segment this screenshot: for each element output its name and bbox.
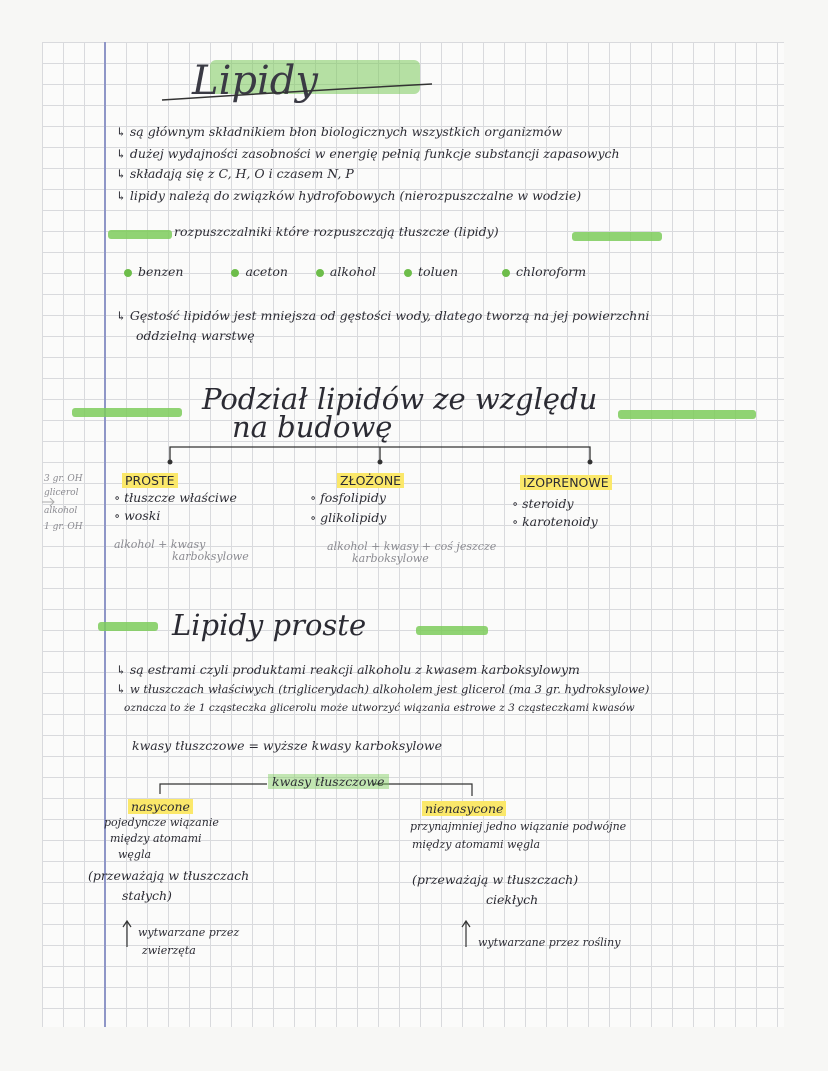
page-title: Lipidy (192, 58, 318, 104)
arrow-icon: ↳ (116, 309, 130, 323)
side-note-2: glicerol (44, 488, 79, 498)
arrow-icon: ↳ (116, 682, 130, 696)
side-note-4: 1 gr. OH (44, 522, 83, 532)
saturated-desc-2: między atomami (110, 832, 202, 845)
unsaturated-label (422, 798, 506, 817)
division-title-2: na budowę (232, 410, 393, 444)
simple-line-2 (116, 682, 649, 696)
intro-text-4: lipidy należą do związków hydrofobowych (nierozpuszczalne w wodzie) (129, 188, 582, 203)
simple-line-1 (116, 662, 580, 677)
division-title-1: Podział lipidów ze względu (202, 382, 598, 416)
density-line-2: oddzielną warstwę (136, 328, 255, 343)
simple-text-2: w tłuszczach właściwych (triglicerydach) alkoholem jest glicerol (ma 3 gr. hydroksylowe) (129, 682, 650, 696)
fatty-acids-text: kwasy tłuszczowe (268, 774, 389, 789)
unsaturated-text: nienasycone (422, 801, 506, 816)
izoprenowe-item-text: karotenoidy (522, 514, 598, 529)
category-proste (122, 470, 178, 489)
zlozone-item-2: ∘ glikolipidy (310, 510, 387, 525)
arrow-icon: ↳ (116, 189, 130, 203)
proste-item-text: woski (124, 508, 161, 523)
unsaturated-desc-4: ciekłych (486, 892, 539, 907)
side-note-1: 3 gr. OH (44, 474, 83, 484)
zlozone-note-1: alkohol + kwasy + coś jeszcze (327, 540, 497, 553)
unsaturated-desc-1: przynajmniej jedno wiązanie podwójne (410, 820, 627, 833)
saturated-label (128, 796, 193, 815)
intro-text-1: są głównym składnikiem błon biologicznych wszystkich organizmów (129, 124, 563, 139)
izoprenowe-item-2: ∘ karotenoidy (512, 514, 598, 529)
notebook-page (42, 42, 784, 1027)
simple-highlight-right (416, 626, 488, 635)
density-text-1: Gęstość lipidów jest mniejsza od gęstości wody, dlatego tworzą na jej powierzchni (129, 308, 650, 323)
saturated-desc-5: stałych) (122, 888, 172, 903)
arrow-icon: ↳ (116, 147, 130, 161)
intro-text-2: dużej wydajności zasobności w energię pełnią funkcje substancji zapasowych (129, 146, 620, 161)
solvent-item: benzen (138, 264, 184, 279)
category-label: PROSTE (122, 473, 178, 488)
proste-item-text: tłuszcze właściwe (124, 490, 237, 505)
solvent-item: aceton (245, 264, 288, 279)
izoprenowe-item-text: steroidy (522, 496, 574, 511)
zlozone-item-text: fosfolipidy (320, 490, 386, 505)
zlozone-item-1: ∘ fosfolipidy (310, 490, 386, 505)
saturated-text: nasycone (128, 799, 193, 814)
category-izoprenowe (520, 472, 612, 491)
unsaturated-desc-3: (przeważają w tłuszczach) (412, 872, 579, 887)
izoprenowe-item-1: ∘ steroidy (512, 496, 574, 511)
proste-item-1: ∘ tłuszcze właściwe (114, 490, 237, 505)
intro-text-3: składają się z C, H, O i czasem N, P (129, 166, 354, 181)
category-label: ZŁOŻONE (337, 473, 404, 488)
saturated-desc-3: węgla (118, 848, 152, 861)
saturated-usage-2: zwierzęta (142, 944, 196, 957)
side-note-3: alkohol (44, 506, 78, 516)
solvent-item: alkohol (329, 264, 377, 279)
fatty-acids-label (268, 774, 389, 789)
simple-title: Lipidy proste (172, 608, 367, 642)
zlozone-note-2: karboksylowe (352, 552, 429, 565)
solvent-item: chloroform (516, 264, 587, 279)
solvent-item: toluen (418, 264, 459, 279)
saturated-usage-1: wytwarzane przez (138, 926, 240, 939)
arrow-icon: ↳ (116, 167, 130, 181)
saturated-desc-1: pojedyncze wiązanie (104, 816, 219, 829)
proste-item-2: ∘ woski (114, 508, 161, 523)
proste-note-2: karboksylowe (172, 550, 249, 563)
solvents-heading: rozpuszczalniki które rozpuszczają tłuszcze (lipidy) (174, 224, 499, 239)
saturated-desc-4: (przeważają w tłuszczach (88, 868, 250, 883)
arrow-icon: ↳ (116, 663, 130, 677)
simple-line-3: oznacza to że 1 cząsteczka glicerolu może utworzyć wiązania estrowe z 3 cząsteczkami kwasów (124, 702, 635, 714)
equation: kwasy tłuszczowe = wyższe kwasy karboksylowe (132, 738, 443, 753)
simple-highlight-left (98, 622, 158, 631)
zlozone-item-text: glikolipidy (320, 510, 387, 525)
unsaturated-desc-2: między atomami węgla (412, 838, 541, 851)
unsaturated-usage: wytwarzane przez rośliny (478, 936, 621, 949)
simple-text-1: są estrami czyli produktami reakcji alkoholu z kwasem karboksylowym (129, 662, 580, 677)
proste-note-1: alkohol + kwasy (114, 538, 206, 551)
arrow-icon: ↳ (116, 125, 130, 139)
category-zlozone (337, 470, 404, 489)
category-label: IZOPRENOWE (520, 475, 612, 490)
